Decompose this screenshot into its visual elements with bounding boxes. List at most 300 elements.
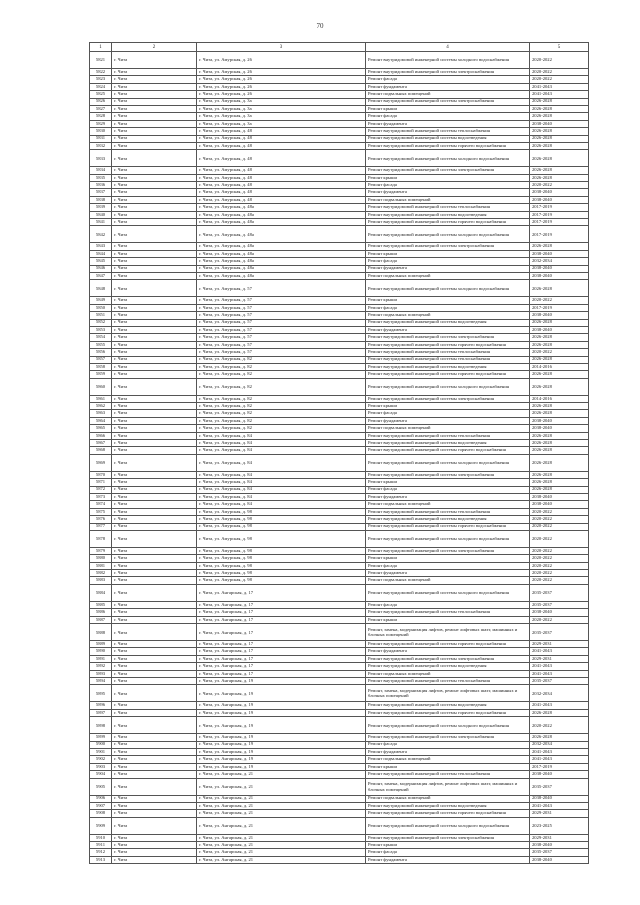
period-cell: 2038-2040 <box>530 196 589 203</box>
address-cell: г. Чита, ул. Амурская, д. 48а <box>197 243 366 250</box>
row-number-cell: 5840 <box>90 211 112 218</box>
period-cell: 2038-2040 <box>530 842 589 849</box>
municipality-cell: г. Чита <box>112 685 197 702</box>
table-row <box>90 219 589 226</box>
municipality-cell: г. Чита <box>112 641 197 648</box>
municipality-cell: г. Чита <box>112 167 197 174</box>
row-number-cell: 5882 <box>90 570 112 577</box>
address-cell: г. Чита, ул. Ангарская, д. 17 <box>197 616 366 623</box>
address-cell: г. Чита, ул. Амурская, д. 48а <box>197 265 366 272</box>
row-number-cell: 5872 <box>90 486 112 493</box>
period-cell: 2026-2028 <box>530 341 589 348</box>
address-cell: г. Чита, ул. Амурская, д. 48 <box>197 182 366 189</box>
row-number-cell: 5826 <box>90 98 112 105</box>
period-cell: 2026-2028 <box>530 471 589 478</box>
municipality-cell: г. Чита <box>112 395 197 402</box>
row-number-cell: 5895 <box>90 685 112 702</box>
table-row <box>90 52 589 69</box>
period-cell: 2038-2040 <box>530 856 589 863</box>
period-cell: 2020-2022 <box>530 349 589 356</box>
table-row <box>90 91 589 98</box>
address-cell: г. Чита, ул. Амурская, д. 57 <box>197 312 366 319</box>
period-cell: 2020-2022 <box>530 69 589 76</box>
work-type-cell: Ремонт внутридомовой инженерной системы теплоснабжения <box>366 204 530 211</box>
municipality-cell: г. Чита <box>112 523 197 530</box>
address-cell: г. Чита, ул. Амурская, д. 98 <box>197 523 366 530</box>
municipality-cell: г. Чита <box>112 326 197 333</box>
period-cell: 2029-2031 <box>530 810 589 817</box>
municipality-cell: г. Чита <box>112 663 197 670</box>
municipality-cell: г. Чита <box>112 265 197 272</box>
address-cell: г. Чита, ул. Амурская, д. 98 <box>197 555 366 562</box>
address-cell: г. Чита, ул. Ангарская, д. 19 <box>197 685 366 702</box>
municipality-cell: г. Чита <box>112 211 197 218</box>
work-type-cell: Ремонт подвальных помещений <box>366 795 530 802</box>
work-type-cell: Ремонт внутридомовой инженерной системы водоотведения <box>366 211 530 218</box>
table-row <box>90 834 589 841</box>
work-type-cell: Ремонт внутридомовой инженерной системы электроснабжения <box>366 98 530 105</box>
period-cell: 2017-2019 <box>530 304 589 311</box>
municipality-cell: г. Чита <box>112 250 197 257</box>
table-row <box>90 685 589 702</box>
table-row <box>90 562 589 569</box>
table-row <box>90 265 589 272</box>
row-number-cell: 5886 <box>90 609 112 616</box>
address-cell: г. Чита, ул. Ангарская, д. 19 <box>197 702 366 709</box>
row-number-cell: 5873 <box>90 493 112 500</box>
work-type-cell: Ремонт подвальных помещений <box>366 312 530 319</box>
work-type-cell: Ремонт внутридомовой инженерной системы теплоснабжения <box>366 678 530 685</box>
municipality-cell: г. Чита <box>112 655 197 662</box>
table-row <box>90 609 589 616</box>
address-cell: г. Чита, ул. Амурская, д. 57 <box>197 349 366 356</box>
municipality-cell: г. Чита <box>112 52 197 69</box>
work-type-cell: Ремонт внутридомовой инженерной системы горячего водоснабжения <box>366 341 530 348</box>
municipality-cell: г. Чита <box>112 508 197 515</box>
row-number-cell: 5824 <box>90 83 112 90</box>
period-cell: 2035-2037 <box>530 849 589 856</box>
municipality-cell: г. Чита <box>112 570 197 577</box>
municipality-cell: г. Чита <box>112 182 197 189</box>
address-cell: г. Чита, ул. Амурская, д. 26 <box>197 76 366 83</box>
municipality-cell: г. Чита <box>112 417 197 424</box>
address-cell: г. Чита, ул. Ангарская, д. 19 <box>197 741 366 748</box>
period-cell: 2026-2028 <box>530 403 589 410</box>
period-cell: 2026-2028 <box>530 410 589 417</box>
municipality-cell: г. Чита <box>112 349 197 356</box>
row-number-cell: 5830 <box>90 128 112 135</box>
row-number-cell: 5855 <box>90 341 112 348</box>
period-cell: 2026-2028 <box>530 243 589 250</box>
period-cell: 2029-2031 <box>530 834 589 841</box>
address-cell: г. Чита, ул. Амурская, д. 98 <box>197 547 366 554</box>
address-cell: г. Чита, ул. Амурская, д. 98 <box>197 577 366 584</box>
period-cell: 2026-2028 <box>530 150 589 167</box>
work-type-cell: Ремонт подвальных помещений <box>366 670 530 677</box>
row-number-cell: 5823 <box>90 76 112 83</box>
row-number-cell: 5841 <box>90 219 112 226</box>
row-number-cell: 5866 <box>90 432 112 439</box>
address-cell: г. Чита, ул. Амурская, д. 48 <box>197 135 366 142</box>
work-type-cell: Ремонт фундамента <box>366 748 530 755</box>
municipality-cell: г. Чита <box>112 609 197 616</box>
work-type-cell: Ремонт фасада <box>366 113 530 120</box>
address-cell: г. Чита, ул. Ангарская, д. 19 <box>197 748 366 755</box>
municipality-cell: г. Чита <box>112 150 197 167</box>
address-cell: г. Чита, ул. Ангарская, д. 21 <box>197 795 366 802</box>
table-row <box>90 530 589 547</box>
row-number-cell: 5838 <box>90 196 112 203</box>
period-cell: 2041-2043 <box>530 648 589 655</box>
work-type-cell: Ремонт крыши <box>366 479 530 486</box>
municipality-cell: г. Чита <box>112 471 197 478</box>
work-type-cell: Ремонт внутридомовой инженерной системы электроснабжения <box>366 243 530 250</box>
row-number-cell: 5902 <box>90 756 112 763</box>
table-row <box>90 128 589 135</box>
table-row <box>90 447 589 454</box>
work-type-cell: Ремонт крыши <box>366 105 530 112</box>
table-row <box>90 734 589 741</box>
municipality-cell: г. Чита <box>112 670 197 677</box>
address-cell: г. Чита, ул. Амурская, д. 82 <box>197 395 366 402</box>
row-number-cell: 5864 <box>90 417 112 424</box>
row-number-cell: 5833 <box>90 150 112 167</box>
work-type-cell: Ремонт внутридомовой инженерной системы электроснабжения <box>366 834 530 841</box>
table-row <box>90 454 589 471</box>
period-cell: 2026-2028 <box>530 98 589 105</box>
row-number-cell: 5908 <box>90 810 112 817</box>
row-number-cell: 5885 <box>90 601 112 608</box>
table-row <box>90 702 589 709</box>
municipality-cell: г. Чита <box>112 648 197 655</box>
table-row <box>90 150 589 167</box>
table-row <box>90 83 589 90</box>
address-cell: г. Чита, ул. Амурская, д. 57 <box>197 297 366 304</box>
address-cell: г. Чита, ул. Амурская, д. 84 <box>197 447 366 454</box>
address-cell: г. Чита, ул. Амурская, д. 82 <box>197 356 366 363</box>
row-number-cell: 5831 <box>90 135 112 142</box>
row-number-cell: 5822 <box>90 69 112 76</box>
period-cell: 2020-2022 <box>530 570 589 577</box>
work-type-cell: Ремонт фасада <box>366 562 530 569</box>
municipality-cell: г. Чита <box>112 479 197 486</box>
work-type-cell: Ремонт внутридомовой инженерной системы теплоснабжения <box>366 432 530 439</box>
address-cell: г. Чита, ул. Ангарская, д. 19 <box>197 734 366 741</box>
work-type-cell: Ремонт фундамента <box>366 326 530 333</box>
address-cell: г. Чита, ул. Ангарская, д. 21 <box>197 834 366 841</box>
work-type-cell: Ремонт внутридомовой инженерной системы холодного водоснабжения <box>366 150 530 167</box>
period-cell: 2026-2028 <box>530 454 589 471</box>
address-cell: г. Чита, ул. Амурская, д. 48 <box>197 150 366 167</box>
table-row <box>90 304 589 311</box>
table-row <box>90 555 589 562</box>
address-cell: г. Чита, ул. Амурская, д. 98 <box>197 530 366 547</box>
address-cell: г. Чита, ул. Ангарская, д. 19 <box>197 709 366 716</box>
table-row <box>90 810 589 817</box>
work-type-cell: Ремонт внутридомовой инженерной системы электроснабжения <box>366 655 530 662</box>
address-cell: г. Чита, ул. Амурская, д. 3а <box>197 120 366 127</box>
header-row <box>90 43 589 52</box>
address-cell: г. Чита, ул. Амурская, д. 84 <box>197 501 366 508</box>
municipality-cell: г. Чита <box>112 243 197 250</box>
work-type-cell: Ремонт подвальных помещений <box>366 501 530 508</box>
address-cell: г. Чита, ул. Амурская, д. 48а <box>197 272 366 279</box>
municipality-cell: г. Чита <box>112 748 197 755</box>
address-cell: г. Чита, ул. Амурская, д. 48а <box>197 250 366 257</box>
work-type-cell: Ремонт внутридомовой инженерной системы электроснабжения <box>366 167 530 174</box>
address-cell: г. Чита, ул. Амурская, д. 84 <box>197 486 366 493</box>
work-type-cell: Ремонт подвальных помещений <box>366 577 530 584</box>
table-row <box>90 142 589 149</box>
municipality-cell: г. Чита <box>112 113 197 120</box>
table-row <box>90 258 589 265</box>
row-number-cell: 5848 <box>90 280 112 297</box>
municipality-cell: г. Чита <box>112 702 197 709</box>
row-number-cell: 5875 <box>90 508 112 515</box>
table-row <box>90 196 589 203</box>
table-row <box>90 570 589 577</box>
row-number-cell: 5893 <box>90 670 112 677</box>
table-row <box>90 410 589 417</box>
work-type-cell: Ремонт внутридомовой инженерной системы теплоснабжения <box>366 609 530 616</box>
work-type-cell: Ремонт фасада <box>366 410 530 417</box>
municipality-cell: г. Чита <box>112 734 197 741</box>
address-cell: г. Чита, ул. Амурская, д. 57 <box>197 326 366 333</box>
header-col-1: 1 <box>90 43 112 52</box>
address-cell: г. Чита, ул. Амурская, д. 84 <box>197 432 366 439</box>
row-number-cell: 5901 <box>90 748 112 755</box>
address-cell: г. Чита, ул. Амурская, д. 26 <box>197 52 366 69</box>
municipality-cell: г. Чита <box>112 834 197 841</box>
municipality-cell: г. Чита <box>112 371 197 378</box>
table-row <box>90 655 589 662</box>
table-row <box>90 795 589 802</box>
address-cell: г. Чита, ул. Амурская, д. 84 <box>197 471 366 478</box>
table-row <box>90 641 589 648</box>
municipality-cell: г. Чита <box>112 717 197 734</box>
address-cell: г. Чита, ул. Амурская, д. 84 <box>197 493 366 500</box>
municipality-cell: г. Чита <box>112 577 197 584</box>
work-type-cell: Ремонт, замена, модернизация лифтов, ремонт лифтовых шахт, машинных и блочных помещений <box>366 778 530 795</box>
work-type-cell: Ремонт внутридомовой инженерной системы горячего водоснабжения <box>366 641 530 648</box>
work-type-cell: Ремонт внутридомовой инженерной системы теплоснабжения <box>366 128 530 135</box>
address-cell: г. Чита, ул. Амурская, д. 98 <box>197 516 366 523</box>
table-row <box>90 516 589 523</box>
row-number-cell: 5858 <box>90 363 112 370</box>
register-table-wrapper <box>89 42 588 864</box>
table-row <box>90 363 589 370</box>
header-col-4: 4 <box>366 43 530 52</box>
row-number-cell: 5865 <box>90 425 112 432</box>
period-cell: 2035-2037 <box>530 778 589 795</box>
municipality-cell: г. Чита <box>112 709 197 716</box>
work-type-cell: Ремонт фасада <box>366 486 530 493</box>
work-type-cell: Ремонт внутридомовой инженерной системы горячего водоснабжения <box>366 219 530 226</box>
municipality-cell: г. Чита <box>112 440 197 447</box>
table-row <box>90 756 589 763</box>
address-cell: г. Чита, ул. Амурская, д. 26 <box>197 83 366 90</box>
table-row <box>90 763 589 770</box>
table-row <box>90 98 589 105</box>
period-cell: 2038-2040 <box>530 425 589 432</box>
municipality-cell: г. Чита <box>112 817 197 834</box>
work-type-cell: Ремонт фундамента <box>366 570 530 577</box>
work-type-cell: Ремонт внутридомовой инженерной системы водоотведения <box>366 702 530 709</box>
row-number-cell: 5871 <box>90 479 112 486</box>
period-cell: 2038-2040 <box>530 501 589 508</box>
row-number-cell: 5903 <box>90 763 112 770</box>
work-type-cell: Ремонт внутридомовой инженерной системы горячего водоснабжения <box>366 810 530 817</box>
period-cell: 2032-2034 <box>530 258 589 265</box>
work-type-cell: Ремонт внутридомовой инженерной системы холодного водоснабжения <box>366 717 530 734</box>
period-cell: 2026-2028 <box>530 440 589 447</box>
table-row <box>90 113 589 120</box>
row-number-cell: 5836 <box>90 182 112 189</box>
work-type-cell: Ремонт внутридомовой инженерной системы электроснабжения <box>366 471 530 478</box>
address-cell: г. Чита, ул. Амурская, д. 57 <box>197 319 366 326</box>
period-cell: 2038-2040 <box>530 265 589 272</box>
row-number-cell: 5849 <box>90 297 112 304</box>
municipality-cell: г. Чита <box>112 493 197 500</box>
work-type-cell: Ремонт фундамента <box>366 417 530 424</box>
municipality-cell: г. Чита <box>112 98 197 105</box>
work-type-cell: Ремонт внутридомовой инженерной системы холодного водоснабжения <box>366 378 530 395</box>
municipality-cell: г. Чита <box>112 763 197 770</box>
municipality-cell: г. Чита <box>112 486 197 493</box>
municipality-cell: г. Чита <box>112 616 197 623</box>
municipality-cell: г. Чита <box>112 69 197 76</box>
table-row <box>90 395 589 402</box>
municipality-cell: г. Чита <box>112 304 197 311</box>
row-number-cell: 5868 <box>90 447 112 454</box>
municipality-cell: г. Чита <box>112 174 197 181</box>
address-cell: г. Чита, ул. Ангарская, д. 19 <box>197 717 366 734</box>
table-row <box>90 471 589 478</box>
work-type-cell: Ремонт крыши <box>366 403 530 410</box>
period-cell: 2026-2028 <box>530 479 589 486</box>
municipality-cell: г. Чита <box>112 530 197 547</box>
period-cell: 2026-2028 <box>530 334 589 341</box>
address-cell: г. Чита, ул. Ангарская, д. 17 <box>197 624 366 641</box>
period-cell: 2026-2028 <box>530 447 589 454</box>
table-row <box>90 616 589 623</box>
work-type-cell: Ремонт крыши <box>366 842 530 849</box>
period-cell: 2041-2043 <box>530 756 589 763</box>
row-number-cell: 5888 <box>90 624 112 641</box>
address-cell: г. Чита, ул. Амурская, д. 98 <box>197 570 366 577</box>
table-row <box>90 771 589 778</box>
row-number-cell: 5827 <box>90 105 112 112</box>
table-row <box>90 341 589 348</box>
table-row <box>90 189 589 196</box>
work-type-cell: Ремонт крыши <box>366 250 530 257</box>
work-type-cell: Ремонт внутридомовой инженерной системы холодного водоснабжения <box>366 454 530 471</box>
work-type-cell: Ремонт фасада <box>366 258 530 265</box>
table-header <box>90 43 589 52</box>
row-number-cell: 5845 <box>90 258 112 265</box>
header-col-2: 2 <box>112 43 197 52</box>
municipality-cell: г. Чита <box>112 547 197 554</box>
row-number-cell: 5821 <box>90 52 112 69</box>
work-type-cell: Ремонт внутридомовой инженерной системы холодного водоснабжения <box>366 817 530 834</box>
work-type-cell: Ремонт фасада <box>366 741 530 748</box>
period-cell: 2023-2025 <box>530 817 589 834</box>
table-row <box>90 440 589 447</box>
table-row <box>90 182 589 189</box>
municipality-cell: г. Чита <box>112 756 197 763</box>
period-cell: 2026-2028 <box>530 142 589 149</box>
address-cell: г. Чита, ул. Амурская, д. 82 <box>197 410 366 417</box>
row-number-cell: 5828 <box>90 113 112 120</box>
work-type-cell: Ремонт фундамента <box>366 648 530 655</box>
table-row <box>90 371 589 378</box>
work-type-cell: Ремонт крыши <box>366 555 530 562</box>
address-cell: г. Чита, ул. Ангарская, д. 21 <box>197 771 366 778</box>
address-cell: г. Чита, ул. Ангарская, д. 17 <box>197 641 366 648</box>
municipality-cell: г. Чита <box>112 378 197 395</box>
work-type-cell: Ремонт подвальных помещений <box>366 196 530 203</box>
row-number-cell: 5870 <box>90 471 112 478</box>
row-number-cell: 5839 <box>90 204 112 211</box>
period-cell: 2026-2028 <box>530 486 589 493</box>
table-row <box>90 120 589 127</box>
period-cell: 2041-2043 <box>530 802 589 809</box>
municipality-cell: г. Чита <box>112 403 197 410</box>
work-type-cell: Ремонт фасада <box>366 849 530 856</box>
row-number-cell: 5862 <box>90 403 112 410</box>
header-col-3: 3 <box>197 43 366 52</box>
address-cell: г. Чита, ул. Ангарская, д. 17 <box>197 601 366 608</box>
table-row <box>90 76 589 83</box>
row-number-cell: 5909 <box>90 817 112 834</box>
municipality-cell: г. Чита <box>112 280 197 297</box>
address-cell: г. Чита, ул. Ангарская, д. 21 <box>197 802 366 809</box>
table-row <box>90 486 589 493</box>
row-number-cell: 5894 <box>90 678 112 685</box>
municipality-cell: г. Чита <box>112 120 197 127</box>
period-cell: 2017-2019 <box>530 204 589 211</box>
row-number-cell: 5860 <box>90 378 112 395</box>
municipality-cell: г. Чита <box>112 258 197 265</box>
row-number-cell: 5857 <box>90 356 112 363</box>
municipality-cell: г. Чита <box>112 196 197 203</box>
work-type-cell: Ремонт подвальных помещений <box>366 91 530 98</box>
row-number-cell: 5834 <box>90 167 112 174</box>
municipality-cell: г. Чита <box>112 226 197 243</box>
address-cell: г. Чита, ул. Амурская, д. 26 <box>197 69 366 76</box>
row-number-cell: 5907 <box>90 802 112 809</box>
row-number-cell: 5874 <box>90 501 112 508</box>
period-cell: 2020-2022 <box>530 523 589 530</box>
period-cell: 2038-2040 <box>530 189 589 196</box>
table-row <box>90 601 589 608</box>
municipality-cell: г. Чита <box>112 454 197 471</box>
period-cell: 2020-2022 <box>530 547 589 554</box>
period-cell: 2026-2028 <box>530 709 589 716</box>
period-cell: 2032-2034 <box>530 685 589 702</box>
municipality-cell: г. Чита <box>112 341 197 348</box>
row-number-cell: 5867 <box>90 440 112 447</box>
table-row <box>90 802 589 809</box>
address-cell: г. Чита, ул. Амурская, д. 82 <box>197 403 366 410</box>
period-cell: 2029-2031 <box>530 655 589 662</box>
work-type-cell: Ремонт фундамента <box>366 265 530 272</box>
row-number-cell: 5829 <box>90 120 112 127</box>
address-cell: г. Чита, ул. Амурская, д. 48а <box>197 211 366 218</box>
period-cell: 2020-2022 <box>530 530 589 547</box>
address-cell: г. Чита, ул. Амурская, д. 82 <box>197 425 366 432</box>
period-cell: 2038-2040 <box>530 326 589 333</box>
